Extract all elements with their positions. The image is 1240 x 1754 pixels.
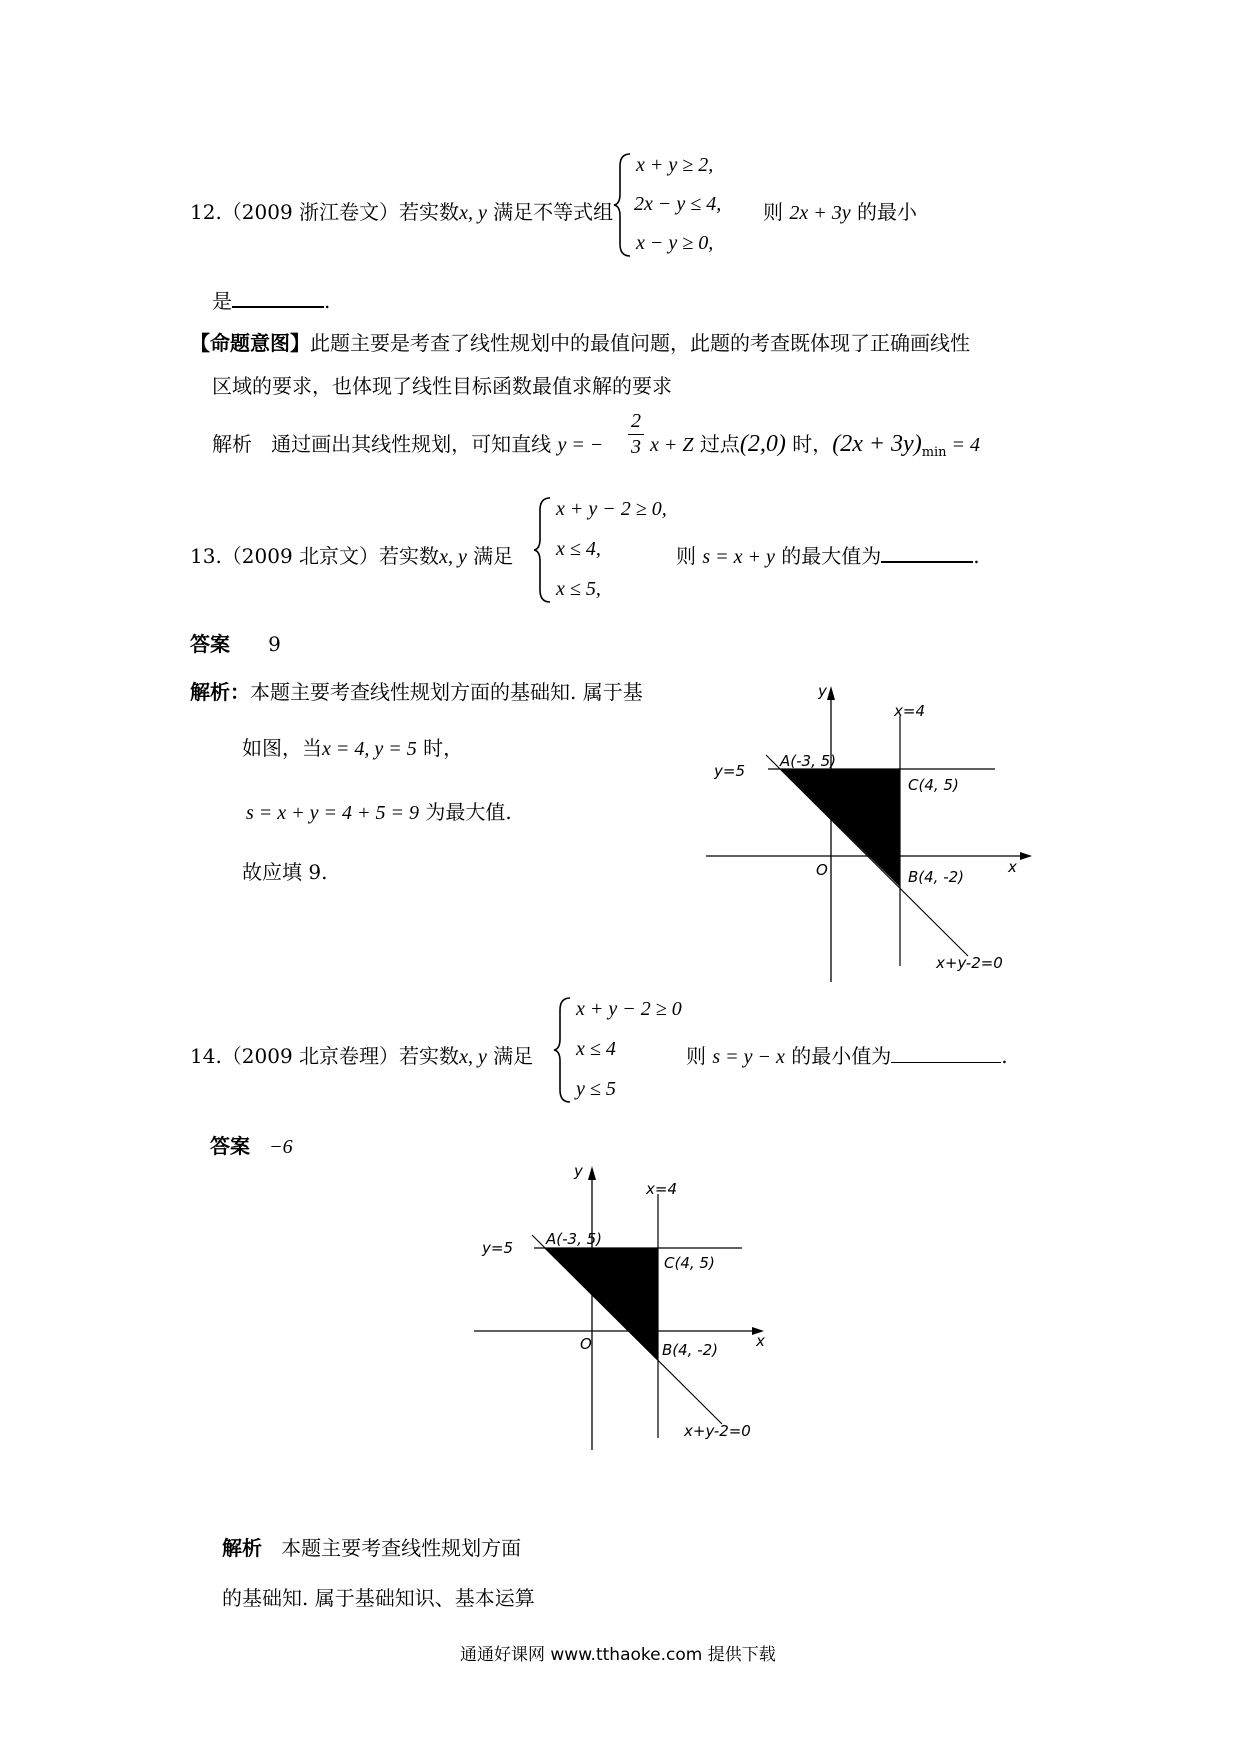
q14-solution-line2: 的基础知. 属于基础知识、基本运算 [222,1586,535,1610]
q13-coordinate-figure [700,680,1040,990]
q13-brace-icon [532,494,554,606]
q14-answer-blank[interactable] [891,1042,1001,1063]
q12-fraction: 2 3 [628,410,644,459]
q12-ineq-3: x − y ≥ 0, [636,232,714,254]
x-axis-label: x [1008,858,1017,876]
q12-solution-tail: x + Z 过点(2,0) 时，$(2x + 3y)_{min} = 4$ [650,431,981,460]
q14-coordinate-figure [470,1160,800,1460]
y-arrow-icon [588,1166,596,1180]
q12-intent-line2: 区域的要求，也体现了线性目标函数最值求解的要求 [212,374,672,398]
q13-stem: 13.（2009 北京文）若实数x, y 满足 [190,544,514,568]
q12-stem: 12.（2009 浙江卷文）若实数x, y 满足不等式组 [190,200,614,224]
q14-stem: 14.（2009 北京卷理）若实数x, y 满足 [190,1044,534,1068]
q12-ineq-1: x + y ≥ 2, [636,154,714,176]
point-c-label: C(4, 5) [908,776,959,794]
page-footer: 通通好课网 www.tthaoke.com 提供下载 [460,1645,776,1665]
y5-label: y=5 [714,762,745,780]
y-axis-label: y [574,1162,583,1180]
q14-brace-icon [552,994,574,1106]
q14-ineq-2: x ≤ 4 [576,1038,616,1060]
q14-target: 则 s = y − x 的最小值为 . [686,1044,1008,1068]
q12-intent: 【命题意图】此题主要是考查了线性规划中的最值问题，此题的考查既体现了正确画线性 [190,331,970,355]
q14-answer: 答案 −6 [210,1134,293,1158]
q13-ineq-1: x + y − 2 ≥ 0, [556,498,667,520]
line-equation-label: x+y-2=0 [684,1422,751,1440]
q14-solution: 解析 本题主要考查线性规划方面 [222,1536,522,1560]
x4-label: x=4 [646,1180,677,1198]
q12-answer-line: 是 . [212,285,330,314]
q13-solution-line-b: s = x + y = 4 + 5 = 9 为最大值. [246,800,512,824]
q14-ineq-3: y ≤ 5 [576,1078,616,1100]
point-a-label: A(-3, 5) [780,752,837,770]
point-c-label: C(4, 5) [664,1254,715,1272]
q13-target: 则 s = x + y 的最大值为 . [676,540,980,569]
q13-answer-blank[interactable] [881,541,973,563]
q12-ineq-2: 2x − y ≤ 4, [634,193,722,215]
x4-label: x=4 [894,702,925,720]
point-a-label: A(-3, 5) [546,1230,603,1248]
point-b-label: B(4, -2) [662,1341,719,1359]
q13-ineq-3: x ≤ 5, [556,578,601,600]
q12-brace-icon [612,150,634,260]
origin-label: O [580,1335,592,1353]
x-axis-label: x [756,1332,765,1350]
q12-target: 则 2x + 3y 的最小 [763,200,917,224]
q13-solution: 解析：本题主要考查线性规划方面的基础知. 属于基 [190,680,643,704]
q12-answer-blank[interactable] [232,286,324,308]
q12-solution: 解析 通过画出其线性规划，可知直线 y = − [212,432,604,456]
q13-ineq-2: x ≤ 4, [556,538,601,560]
point-b-label: B(4, -2) [908,868,965,886]
q13-solution-line-a: 如图，当x = 4, y = 5 时， [242,736,464,760]
origin-label: O [816,861,828,879]
q13-answer: 答案 9 [190,632,281,656]
y-arrow-icon [827,686,835,700]
line-equation-label: x+y-2=0 [936,954,1003,972]
x-arrow-icon [1020,852,1032,860]
q13-solution-line-c: 故应填 9. [242,860,328,884]
y-axis-label: y [818,682,827,700]
q14-ineq-1: x + y − 2 ≥ 0 [576,998,682,1020]
y5-label: y=5 [482,1239,513,1257]
